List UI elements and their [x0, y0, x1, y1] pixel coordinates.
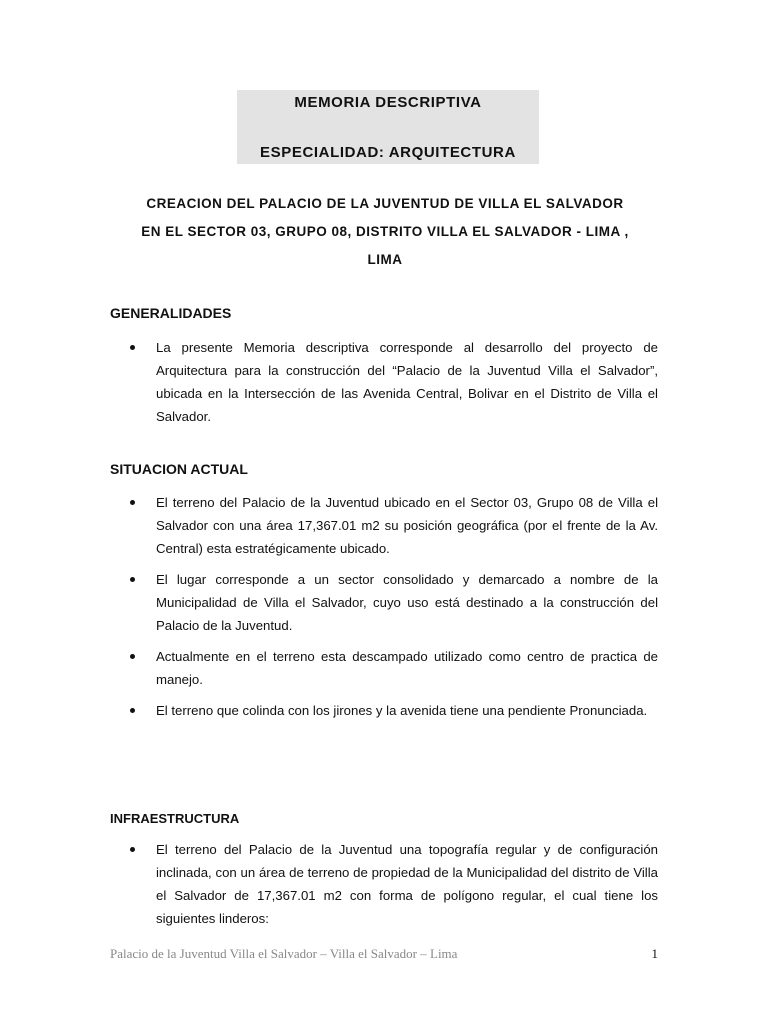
list-item: La presente Memoria descriptiva corresponde al desarrollo del proyecto de Arquitectura para la construcción del “Palacio de la Juventud Villa el Salvador”, ubicada en la Intersección de las Avenida Central, Bolivar en el Distrito de Villa el Salvador. — [110, 336, 658, 428]
specialty-title: ESPECIALIDAD: ARQUITECTURA — [260, 144, 516, 161]
bullet-icon — [130, 847, 135, 852]
list-item: Actualmente en el terreno esta descampado utilizado como centro de practica de manejo. — [110, 645, 658, 691]
bullet-list-generalidades — [110, 336, 658, 436]
project-title-line-1: CREACION DEL PALACIO DE LA JUVENTUD DE VILLA EL SALVADOR — [146, 196, 624, 211]
document-title: MEMORIA DESCRIPTIVA — [294, 94, 482, 111]
section-heading-generalidades: GENERALIDADES — [110, 305, 232, 321]
section-heading-situacion-actual: SITUACION ACTUAL — [110, 461, 248, 477]
footer-text: Palacio de la Juventud Villa el Salvador – Villa el Salvador – Lima — [110, 946, 458, 961]
bullet-list-situacion-actual — [110, 491, 658, 730]
bullet-icon — [130, 345, 135, 350]
list-item: El lugar corresponde a un sector consolidado y demarcado a nombre de la Municipalidad de Villa el Salvador, cuyo uso está destinado a la construcción del Palacio de la Juventud. — [110, 568, 658, 637]
project-title-line-3: LIMA — [367, 252, 403, 267]
bullet-icon — [130, 708, 135, 713]
bullet-list-infraestructura — [110, 838, 658, 938]
project-title-line-2: EN EL SECTOR 03, GRUPO 08, DISTRITO VILLA EL SALVADOR - LIMA , — [141, 224, 629, 239]
list-item: El terreno del Palacio de la Juventud una topografía regular y de configuración inclinada, con un área de terreno de propiedad de la Municipalidad del distrito de Villa el Salvador de 17,367.01 m2 con forma de polígono regular, el cual tiene los siguientes linderos: — [110, 838, 658, 930]
project-title — [105, 190, 665, 274]
bullet-icon — [130, 577, 135, 582]
list-item: El terreno que colinda con los jirones y la avenida tiene una pendiente Pronunciada. — [110, 699, 658, 722]
list-item: El terreno del Palacio de la Juventud ubicado en el Sector 03, Grupo 08 de Villa el Salvador con una área 17,367.01 m2 su posición geográfica (por el frente de la Av. Central) esta estratégicamente ubicado. — [110, 491, 658, 560]
section-heading-infraestructura: INFRAESTRUCTURA — [110, 811, 240, 826]
page-footer — [110, 946, 658, 962]
bullet-icon — [130, 654, 135, 659]
title-box — [237, 90, 539, 164]
bullet-icon — [130, 500, 135, 505]
page-number: 1 — [651, 946, 658, 961]
